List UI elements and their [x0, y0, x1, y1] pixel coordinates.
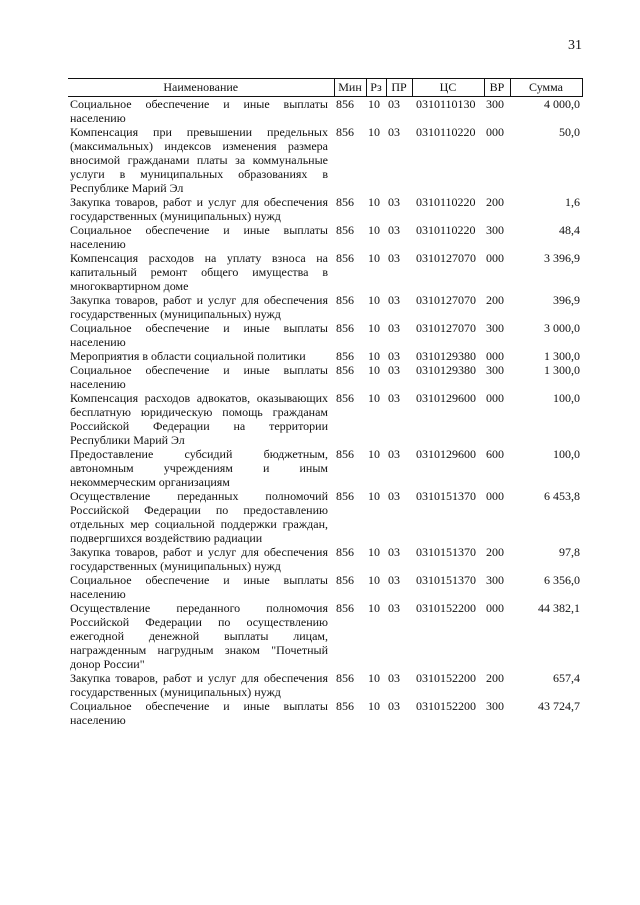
cell-min: 856 [336, 363, 354, 377]
cell-pr: 03 [388, 545, 400, 559]
cell-cs: 0310110220 [416, 223, 476, 237]
cell-name: Социальное обеспечение и иные выплаты населению [70, 573, 328, 601]
cell-pr: 03 [388, 363, 400, 377]
cell-rz: 10 [368, 97, 380, 111]
cell-cs: 0310110220 [416, 125, 476, 139]
cell-cs: 0310129600 [416, 447, 476, 461]
cell-min: 856 [336, 601, 354, 615]
cell-name: Осуществление переданного полномочия Российской Федерации по осуществлению ежегодной денежной выплаты лицам, награжденным нагрудным знаком "Почетный донор России" [70, 601, 328, 671]
cell-name: Компенсация расходов на уплату взноса на капитальный ремонт общего имущества в многоквартирном доме [70, 251, 328, 293]
cell-name: Предоставление субсидий бюджетным, автономным учреждениям и иным некоммерческим организациям [70, 447, 328, 489]
header-sum: Сумма [510, 79, 582, 97]
cell-name: Закупка товаров, работ и услуг для обеспечения государственных (муниципальных) нужд [70, 195, 328, 223]
cell-cs: 0310127070 [416, 293, 476, 307]
cell-sum: 44 382,1 [538, 601, 580, 615]
cell-pr: 03 [388, 125, 400, 139]
cell-pr: 03 [388, 391, 400, 405]
cell-pr: 03 [388, 293, 400, 307]
cell-name: Компенсация расходов адвокатов, оказывающих бесплатную юридическую помощь гражданам Российской Федерации на территории Республики Марий Эл [70, 391, 328, 447]
cell-vr: 000 [486, 601, 504, 615]
cell-name: Закупка товаров, работ и услуг для обеспечения государственных (муниципальных) нужд [70, 545, 328, 573]
cell-sum: 657,4 [553, 671, 580, 685]
cell-sum: 4 000,0 [544, 97, 580, 111]
cell-rz: 10 [368, 671, 380, 685]
cell-pr: 03 [388, 349, 400, 363]
cell-pr: 03 [388, 251, 400, 265]
cell-cs: 0310151370 [416, 573, 476, 587]
table-row [68, 573, 582, 601]
cell-min: 856 [336, 447, 354, 461]
cell-vr: 000 [486, 349, 504, 363]
cell-name: Социальное обеспечение и иные выплаты населению [70, 363, 328, 391]
cell-pr: 03 [388, 97, 400, 111]
table-row [68, 293, 582, 321]
cell-min: 856 [336, 321, 354, 335]
cell-cs: 0310129380 [416, 349, 476, 363]
table-row [68, 391, 582, 447]
cell-vr: 000 [486, 391, 504, 405]
cell-name: Социальное обеспечение и иные выплаты населению [70, 321, 328, 349]
cell-sum: 3 000,0 [544, 321, 580, 335]
cell-vr: 000 [486, 251, 504, 265]
cell-rz: 10 [368, 363, 380, 377]
cell-cs: 0310129600 [416, 391, 476, 405]
cell-name: Социальное обеспечение и иные выплаты населению [70, 97, 328, 125]
cell-rz: 10 [368, 321, 380, 335]
table-header-row [68, 79, 582, 97]
header-min: Мин [334, 79, 366, 97]
cell-sum: 6 356,0 [544, 573, 580, 587]
table-row [68, 251, 582, 293]
cell-vr: 200 [486, 195, 504, 209]
cell-rz: 10 [368, 223, 380, 237]
header-name: Наименование [68, 79, 334, 97]
cell-name: Социальное обеспечение и иные выплаты населению [70, 699, 328, 727]
cell-sum: 43 724,7 [538, 699, 580, 713]
cell-sum: 1 300,0 [544, 349, 580, 363]
cell-pr: 03 [388, 223, 400, 237]
cell-min: 856 [336, 125, 354, 139]
cell-cs: 0310129380 [416, 363, 476, 377]
cell-cs: 0310110220 [416, 195, 476, 209]
cell-rz: 10 [368, 195, 380, 209]
budget-table [68, 78, 583, 727]
cell-rz: 10 [368, 125, 380, 139]
cell-sum: 3 396,9 [544, 251, 580, 265]
cell-rz: 10 [368, 293, 380, 307]
cell-name: Закупка товаров, работ и услуг для обеспечения государственных (муниципальных) нужд [70, 671, 328, 699]
cell-pr: 03 [388, 447, 400, 461]
cell-name: Осуществление переданных полномочий Российской Федерации по предоставлению отдельных мер социальной поддержки граждан, подвергшихся воздействию радиации [70, 489, 328, 545]
cell-min: 856 [336, 349, 354, 363]
cell-min: 856 [336, 223, 354, 237]
cell-sum: 48,4 [559, 223, 580, 237]
cell-cs: 0310127070 [416, 321, 476, 335]
cell-min: 856 [336, 97, 354, 111]
cell-sum: 100,0 [553, 447, 580, 461]
cell-pr: 03 [388, 321, 400, 335]
table-row [68, 545, 582, 573]
cell-rz: 10 [368, 699, 380, 713]
table-row [68, 363, 582, 391]
cell-pr: 03 [388, 671, 400, 685]
cell-cs: 0310151370 [416, 545, 476, 559]
header-vr: ВР [484, 79, 510, 97]
cell-min: 856 [336, 195, 354, 209]
cell-cs: 0310152200 [416, 699, 476, 713]
cell-sum: 1,6 [565, 195, 580, 209]
table-row [68, 321, 582, 349]
cell-pr: 03 [388, 195, 400, 209]
table-row [68, 601, 582, 671]
cell-cs: 0310152200 [416, 601, 476, 615]
cell-rz: 10 [368, 545, 380, 559]
cell-sum: 396,9 [553, 293, 580, 307]
cell-min: 856 [336, 671, 354, 685]
cell-min: 856 [336, 545, 354, 559]
cell-rz: 10 [368, 573, 380, 587]
cell-sum: 100,0 [553, 391, 580, 405]
cell-rz: 10 [368, 251, 380, 265]
cell-rz: 10 [368, 447, 380, 461]
cell-vr: 300 [486, 223, 504, 237]
cell-rz: 10 [368, 489, 380, 503]
cell-sum: 50,0 [559, 125, 580, 139]
cell-pr: 03 [388, 601, 400, 615]
cell-vr: 200 [486, 293, 504, 307]
table-row [68, 97, 582, 126]
table-row [68, 489, 582, 545]
table-row [68, 349, 582, 363]
cell-vr: 300 [486, 97, 504, 111]
table-row [68, 447, 582, 489]
cell-vr: 300 [486, 699, 504, 713]
cell-cs: 0310110130 [416, 97, 476, 111]
cell-pr: 03 [388, 573, 400, 587]
cell-pr: 03 [388, 699, 400, 713]
cell-name: Компенсация при превышении предельных (максимальных) индексов изменения размера вносимой гражданами платы за коммунальные услуги в муниципальных образованиях в Республике Марий Эл [70, 125, 328, 195]
cell-cs: 0310127070 [416, 251, 476, 265]
cell-name: Закупка товаров, работ и услуг для обеспечения государственных (муниципальных) нужд [70, 293, 328, 321]
cell-sum: 97,8 [559, 545, 580, 559]
cell-name: Социальное обеспечение и иные выплаты населению [70, 223, 328, 251]
page-number: 31 [568, 38, 582, 53]
table-row [68, 195, 582, 223]
cell-min: 856 [336, 391, 354, 405]
cell-vr: 000 [486, 125, 504, 139]
cell-min: 856 [336, 251, 354, 265]
cell-sum: 6 453,8 [544, 489, 580, 503]
cell-vr: 200 [486, 545, 504, 559]
table-row [68, 699, 582, 727]
cell-rz: 10 [368, 601, 380, 615]
cell-pr: 03 [388, 489, 400, 503]
cell-vr: 200 [486, 671, 504, 685]
header-pr: ПР [386, 79, 412, 97]
header-cs: ЦС [412, 79, 484, 97]
table-row [68, 125, 582, 195]
cell-name: Мероприятия в области социальной политики [70, 349, 306, 363]
cell-rz: 10 [368, 391, 380, 405]
cell-min: 856 [336, 489, 354, 503]
cell-vr: 300 [486, 363, 504, 377]
cell-vr: 300 [486, 573, 504, 587]
cell-cs: 0310151370 [416, 489, 476, 503]
cell-min: 856 [336, 699, 354, 713]
cell-sum: 1 300,0 [544, 363, 580, 377]
header-rz: Рз [366, 79, 386, 97]
cell-min: 856 [336, 293, 354, 307]
table-row [68, 223, 582, 251]
cell-cs: 0310152200 [416, 671, 476, 685]
cell-rz: 10 [368, 349, 380, 363]
cell-vr: 000 [486, 489, 504, 503]
table-row [68, 671, 582, 699]
cell-vr: 300 [486, 321, 504, 335]
cell-min: 856 [336, 573, 354, 587]
table-body [68, 97, 582, 728]
cell-vr: 600 [486, 447, 504, 461]
